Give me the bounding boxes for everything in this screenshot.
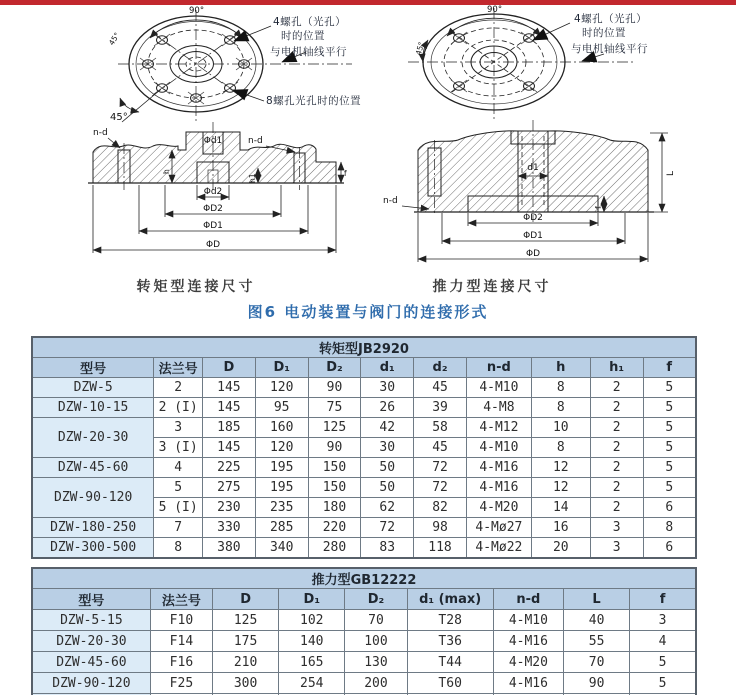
col-header: f: [630, 589, 696, 610]
cell-model: DZW-300-500: [32, 538, 154, 559]
cell-model: DZW-45-60: [32, 458, 154, 478]
cell: 380: [203, 538, 256, 559]
cell: 55: [563, 631, 629, 652]
thrust-section-view: [383, 120, 676, 262]
cell: 6: [643, 498, 696, 518]
col-header: D₁: [255, 358, 308, 378]
cell: 8: [531, 438, 590, 458]
cell: 30: [361, 438, 414, 458]
table-row: [32, 610, 696, 631]
cell-model: DZW-20-30: [32, 418, 154, 458]
table-row: [32, 378, 696, 398]
cell: 230: [203, 498, 256, 518]
angle-45-small-label: 45°: [106, 30, 122, 47]
cell: 5: [643, 418, 696, 438]
cell: 4-M16: [466, 458, 531, 478]
angle-90-label: 90°: [487, 5, 503, 15]
col-header: d₁: [361, 358, 414, 378]
cell: 2 (I): [154, 398, 203, 418]
cell: 39: [414, 398, 467, 418]
col-header: L: [563, 589, 629, 610]
cell: 2: [590, 438, 643, 458]
h-label: h: [162, 169, 171, 174]
D1-label: ΦD1: [203, 221, 223, 231]
cell-model: DZW-5: [32, 378, 154, 398]
cell: 82: [414, 498, 467, 518]
angle-45-small-label: 45°: [413, 40, 426, 57]
col-header: D: [203, 358, 256, 378]
D2-label: ΦD2: [523, 213, 543, 223]
cell: 3: [154, 418, 203, 438]
table-row: [32, 398, 696, 418]
d1-label: d1: [527, 163, 539, 173]
cell: 40: [563, 610, 629, 631]
f-label: f: [344, 169, 347, 178]
cell-model: DZW-10-15: [32, 398, 154, 418]
cell: 2: [590, 418, 643, 438]
col-header: d₂: [414, 358, 467, 378]
cell: 70: [563, 652, 629, 673]
cell: 50: [361, 478, 414, 498]
cell: 14: [531, 498, 590, 518]
h1-label: h1: [248, 173, 257, 183]
col-header: 法兰号: [150, 589, 212, 610]
cell: 140: [279, 631, 345, 652]
table-row: [32, 652, 696, 673]
cell: 30: [361, 378, 414, 398]
cell: 4-M16: [493, 631, 563, 652]
cell: 45: [414, 378, 467, 398]
f-label: f: [594, 206, 603, 209]
cell: 5: [630, 673, 696, 694]
cell: 130: [345, 652, 407, 673]
cell: 8: [531, 398, 590, 418]
torque-top-view: [107, 6, 361, 123]
note-axis-parallel: 与电机轴线平行: [571, 43, 648, 55]
cell: F14: [150, 631, 212, 652]
cell-model: DZW-180-250: [32, 518, 154, 538]
cell: 300: [213, 673, 279, 694]
col-header: n-d: [493, 589, 563, 610]
cell-model: DZW-5-15: [32, 610, 150, 631]
cell: 4-Mø27: [466, 518, 531, 538]
cell: 62: [361, 498, 414, 518]
cell: 2: [590, 498, 643, 518]
cell: F10: [150, 610, 212, 631]
note-4holes-line2: 时的位置: [582, 27, 626, 39]
cell: 90: [308, 378, 361, 398]
cell: 165: [279, 652, 345, 673]
cell: 26: [361, 398, 414, 418]
col-header: f: [643, 358, 696, 378]
cell: 120: [255, 438, 308, 458]
cell: 280: [308, 538, 361, 559]
cell: 45: [414, 438, 467, 458]
nd-right-label: n-d: [248, 136, 263, 146]
table-row: [32, 478, 696, 498]
angle-45-label: 45°: [110, 112, 128, 123]
cell: 220: [308, 518, 361, 538]
cell: 185: [203, 418, 256, 438]
cell: 125: [213, 610, 279, 631]
torque-section-view: [88, 122, 347, 253]
cell: 98: [414, 518, 467, 538]
cell: 16: [531, 518, 590, 538]
cell: 6: [643, 538, 696, 559]
D1-label: ΦD1: [523, 231, 543, 241]
thrust-top-view: [408, 5, 648, 120]
note-4holes-line1: 4螺孔（光孔）: [273, 16, 347, 28]
cell-model: DZW-20-30: [32, 631, 150, 652]
cell: 150: [308, 458, 361, 478]
cell: 160: [255, 418, 308, 438]
cell: 340: [255, 538, 308, 559]
table-row: [32, 518, 696, 538]
cell: 4-M20: [466, 498, 531, 518]
note-4holes-line1: 4螺孔（光孔）: [574, 13, 648, 25]
cell: F25: [150, 673, 212, 694]
nd-label: n-d: [383, 196, 398, 206]
cell: 4-M20: [493, 652, 563, 673]
cell: 5: [643, 438, 696, 458]
cell-model: DZW-90-120: [32, 478, 154, 518]
col-header: D₁: [279, 589, 345, 610]
cell: 72: [414, 458, 467, 478]
table-title: 转矩型JB2920: [32, 337, 696, 358]
cell: 8: [643, 518, 696, 538]
cell: 90: [308, 438, 361, 458]
cell: 145: [203, 378, 256, 398]
L-label: L: [666, 170, 676, 176]
torque-table: [31, 336, 697, 559]
cell-model: DZW-45-60: [32, 652, 150, 673]
cell: 225: [203, 458, 256, 478]
col-header: 型号: [32, 358, 154, 378]
cell: 8: [531, 378, 590, 398]
cell: 3: [630, 610, 696, 631]
cell: 4-M12: [466, 418, 531, 438]
cell: 7: [154, 518, 203, 538]
cell: 4-M10: [493, 610, 563, 631]
col-header: D: [213, 589, 279, 610]
cell: 3 (I): [154, 438, 203, 458]
cell: 12: [531, 478, 590, 498]
cell: 195: [255, 478, 308, 498]
cell: 10: [531, 418, 590, 438]
table-row: [32, 418, 696, 438]
cell: 145: [203, 398, 256, 418]
cell: 4: [630, 631, 696, 652]
cell: 5: [643, 478, 696, 498]
col-header: h₁: [590, 358, 643, 378]
cell: 70: [345, 610, 407, 631]
D2-label: ΦD2: [203, 204, 223, 214]
cell: 195: [255, 458, 308, 478]
cell: 20: [531, 538, 590, 559]
cell: 5: [154, 478, 203, 498]
table-row: [32, 631, 696, 652]
cell: 5: [643, 378, 696, 398]
d2-label: Φd2: [203, 187, 223, 197]
cell: 125: [308, 418, 361, 438]
table-row: [32, 538, 696, 559]
col-header: 型号: [32, 589, 150, 610]
cell: 72: [361, 518, 414, 538]
cell: 95: [255, 398, 308, 418]
note-axis-parallel: 与电机轴线平行: [270, 46, 347, 58]
cell: 4-M16: [493, 673, 563, 694]
cell: 235: [255, 498, 308, 518]
cell: 72: [414, 478, 467, 498]
table-row: [32, 673, 696, 694]
cell-model: DZW-90-120: [32, 673, 150, 694]
cell: 330: [203, 518, 256, 538]
col-header: h: [531, 358, 590, 378]
cell: 8: [154, 538, 203, 559]
angle-90-label: 90°: [189, 6, 205, 16]
cell: T44: [407, 652, 493, 673]
cell: 5: [630, 652, 696, 673]
table-row: [32, 458, 696, 478]
cell: 5: [643, 398, 696, 418]
cell: F16: [150, 652, 212, 673]
cell: 150: [308, 478, 361, 498]
cell: 5: [643, 458, 696, 478]
cell: T60: [407, 673, 493, 694]
cell: 75: [308, 398, 361, 418]
cell: 4-M16: [466, 478, 531, 498]
cell: 210: [213, 652, 279, 673]
cell: 2: [590, 378, 643, 398]
cell: 275: [203, 478, 256, 498]
col-header: n-d: [466, 358, 531, 378]
cell: 2: [154, 378, 203, 398]
note-8holes: 8螺孔光孔时的位置: [266, 95, 362, 107]
cell: 100: [345, 631, 407, 652]
cell: 50: [361, 458, 414, 478]
col-header: D₂: [308, 358, 361, 378]
torque-diagram-caption: 转矩型连接尺寸: [136, 279, 256, 295]
col-header: 法兰号: [154, 358, 203, 378]
thrust-table: [31, 567, 697, 695]
cell: 2: [590, 478, 643, 498]
nd-top-label: n-d: [93, 128, 108, 138]
cell: 2: [590, 458, 643, 478]
note-4holes-line2: 时的位置: [281, 30, 325, 42]
cell: 3: [590, 538, 643, 559]
table-title: 推力型GB12222: [32, 568, 696, 589]
cell: 4: [154, 458, 203, 478]
cell: 42: [361, 418, 414, 438]
cell: 4-Mø22: [466, 538, 531, 559]
cell: 3: [590, 518, 643, 538]
figure-caption: 图6 电动装置与阀门的连接形式: [247, 303, 489, 321]
cell: 120: [255, 378, 308, 398]
D-label: ΦD: [205, 240, 221, 250]
d1-label: Φd1: [203, 136, 223, 146]
cell: 4-M10: [466, 378, 531, 398]
cell: 2: [590, 398, 643, 418]
cell: 4-M10: [466, 438, 531, 458]
cell: 58: [414, 418, 467, 438]
cell: 12: [531, 458, 590, 478]
col-header: D₂: [345, 589, 407, 610]
cell: 285: [255, 518, 308, 538]
cell: 175: [213, 631, 279, 652]
cell: 118: [414, 538, 467, 559]
cell: 83: [361, 538, 414, 559]
D-label: ΦD: [525, 249, 541, 259]
cell: 145: [203, 438, 256, 458]
cell: 102: [279, 610, 345, 631]
cell: 200: [345, 673, 407, 694]
cell: 90: [563, 673, 629, 694]
thrust-diagram-caption: 推力型连接尺寸: [432, 279, 552, 295]
cell: 254: [279, 673, 345, 694]
cell: 180: [308, 498, 361, 518]
cell: 5 (I): [154, 498, 203, 518]
cell: 4-M8: [466, 398, 531, 418]
cell: T36: [407, 631, 493, 652]
col-header: d₁ (max): [407, 589, 493, 610]
cell: T28: [407, 610, 493, 631]
